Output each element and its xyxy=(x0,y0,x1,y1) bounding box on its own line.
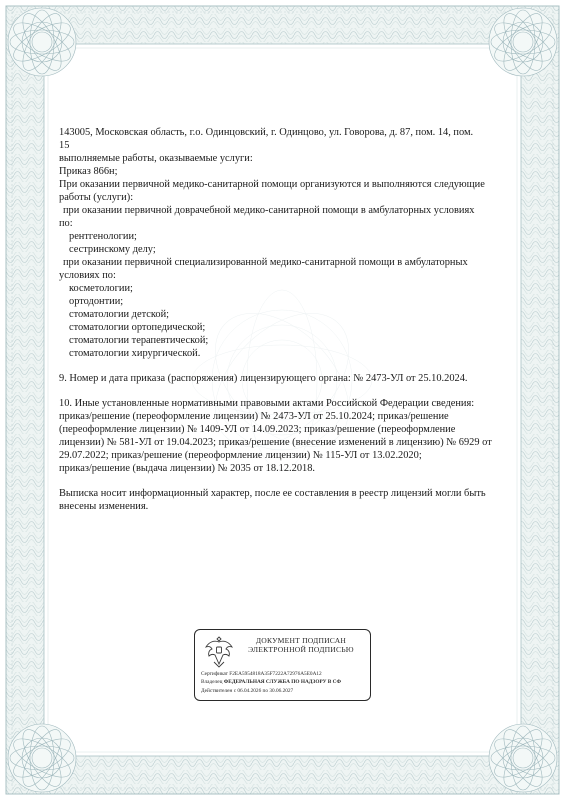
service-item: стоматологии терапевтической; xyxy=(69,335,209,346)
disclaimer-line: Выписка носит информационный характер, после ее составления в реестр лицензий могли быть xyxy=(59,488,486,499)
validity-label: Действителен xyxy=(201,688,233,694)
service-item: стоматологии детской; xyxy=(69,309,170,320)
address-line: 143005, Московская область, г.о. Одинцовский, г. Одинцово, ул. Говорова, д. 87, пом. 14, пом. xyxy=(59,127,474,138)
services-intro: При оказании первичной медико-санитарной помощи организуются и выполняются следующие xyxy=(59,179,485,190)
services-intro-cont: работы (услуги): xyxy=(59,192,134,203)
service-item: косметологии; xyxy=(69,283,133,294)
services-heading: выполняемые работы, оказываемые услуги: xyxy=(59,153,253,164)
coat-of-arms-icon xyxy=(203,634,235,668)
certificate-value: F2EA5954818A35F7222A72976A5E0A12 xyxy=(229,671,322,677)
certificate-line xyxy=(201,671,371,677)
specialized-care-cont: условиях по: xyxy=(59,270,116,281)
service-item: сестринскому делу; xyxy=(69,244,156,255)
signature-heading-line: ЭЛЕКТРОННОЙ ПОДПИСЬЮ xyxy=(248,645,354,654)
service-item: стоматологии хирургической. xyxy=(69,348,201,359)
validity-value: с 06.04.2026 по 30.06.2027 xyxy=(233,688,294,694)
validity-line xyxy=(201,688,371,694)
order-line: Приказ 866н; xyxy=(59,166,118,177)
prehospital-care-line: при оказании первичной доврачебной медико-санитарной помощи в амбулаторных условиях xyxy=(63,205,475,216)
prehospital-care-cont: по: xyxy=(59,218,73,229)
owner-label: Владелец xyxy=(201,679,223,685)
service-item: рентгенологии; xyxy=(69,231,137,242)
item-10-line: приказ/решение (переоформление лицензии) № 2473-УЛ от 25.10.2024; приказ/решение xyxy=(59,411,449,422)
owner-line xyxy=(201,679,371,685)
owner-value: ФЕДЕРАЛЬНАЯ СЛУЖБА ПО НАДЗОРУ В СФ xyxy=(223,679,342,685)
disclaimer-line: внесены изменения. xyxy=(59,501,149,512)
item-10-line: лицензии) № 581-УЛ от 19.04.2023; приказ/решение (внесение изменений в лицензию) № 6929 от xyxy=(59,437,492,448)
certificate-label: Сертификат xyxy=(201,671,228,677)
license-extract-text xyxy=(59,126,511,513)
item-10-line: приказ/решение (выдача лицензии) № 2035 от 18.12.2018. xyxy=(59,463,316,474)
item-10-line: (переоформление лицензии) № 1409-УЛ от 14.09.2023; приказ/решение (переоформление xyxy=(59,424,456,435)
service-item: ортодонтии; xyxy=(69,296,124,307)
item-10-line: 29.07.2022; приказ/решение (переоформление лицензии) № 115-УЛ от 13.02.2020; xyxy=(59,450,422,461)
signature-heading-line: ДОКУМЕНТ ПОДПИСАН xyxy=(255,636,347,645)
item-10-line: 10. Иные установленные нормативными правовыми актами Российской Федерации сведения: xyxy=(59,398,475,409)
signature-heading xyxy=(235,636,367,654)
specialized-care-line: при оказании первичной специализированной медико-санитарной помощи в амбулаторных xyxy=(63,257,468,268)
address-line-cont: 15 xyxy=(59,140,70,151)
item-9-order-number: 9. Номер и дата приказа (распоряжения) лицензирующего органа: № 2473-УЛ от 25.10.2024. xyxy=(59,373,468,384)
service-item: стоматологии ортопедической; xyxy=(69,322,206,333)
electronic-signature-stamp xyxy=(194,629,371,701)
